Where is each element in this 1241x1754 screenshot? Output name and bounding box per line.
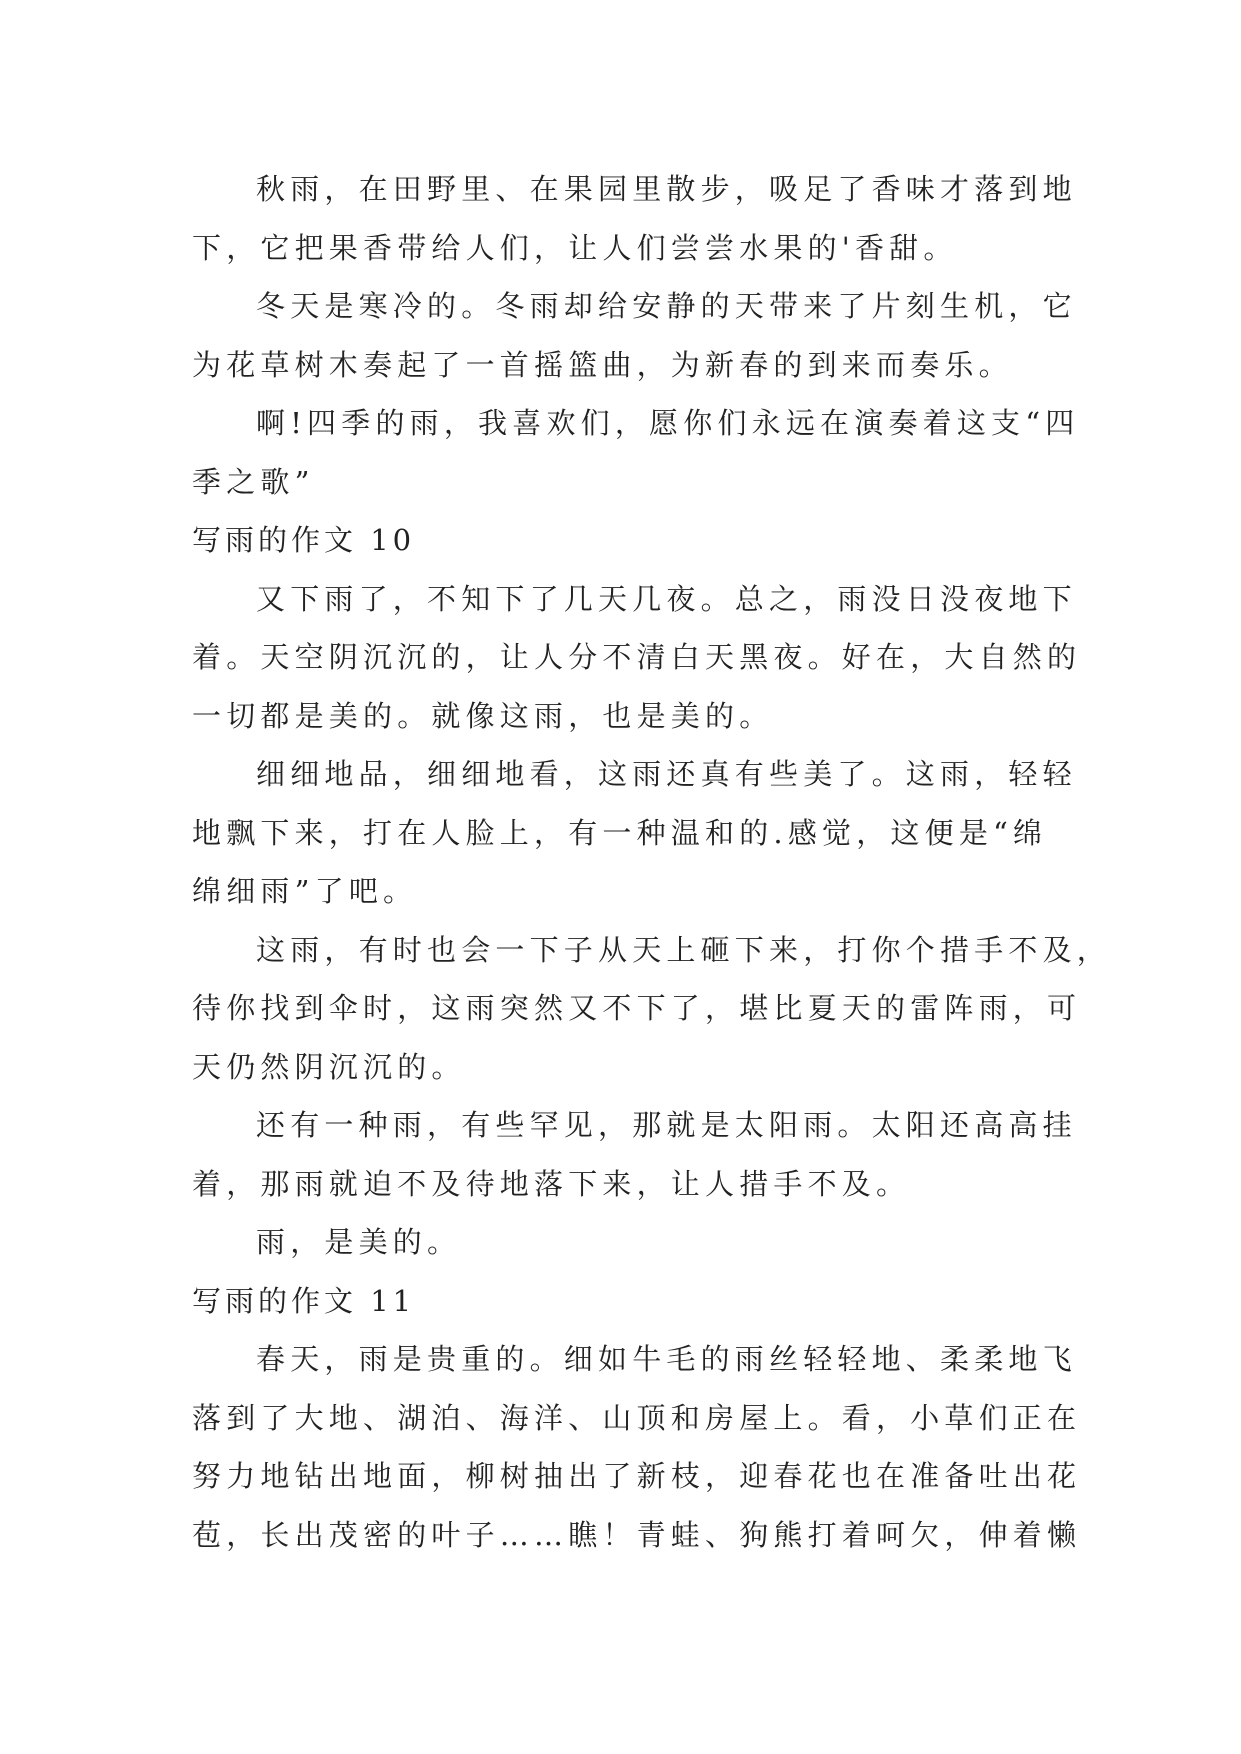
paragraph-line: 一切都是美的。就像这雨，也是美的。 [192,698,774,733]
paragraph-line: 苞，长出茂密的叶子……瞧！青蛙、狗熊打着呵欠，伸着懒 [192,1517,1082,1552]
paragraph-line: 努力地钻出地面，柳树抽出了新枝，迎春花也在准备吐出花 [192,1459,1082,1493]
paragraph-line: 落到了大地、湖泊、海洋、山顶和房屋上。看，小草们正在 [192,1400,1082,1435]
paragraph-line: 冬天是寒冷的。冬雨却给安静的天带来了片刻生机，它 [256,289,1077,323]
paragraph-line: 绵细雨”了吧。 [192,874,418,908]
paragraph-line: 下，它把果香带给人们，让人们尝尝水果的'香甜。 [192,230,958,265]
paragraph-line: 为花草树木奏起了一首摇篮曲，为新春的到来而奏乐。 [192,347,1013,382]
paragraph-line: 啊!四季的雨，我喜欢们，愿你们永远在演奏着这支“四 [256,406,1080,440]
paragraph-line: 着，那雨就迫不及待地落下来，让人措手不及。 [192,1166,911,1201]
paragraph-line: 天仍然阴沉沉的。 [192,1049,466,1084]
paragraph-line: 待你找到伞时，这雨突然又不下了，堪比夏天的雷阵雨，可 [192,991,1082,1025]
paragraph-line: 着。天空阴沉沉的，让人分不清白天黑夜。好在，大自然的 [192,640,1082,674]
paragraph-line: 秋雨，在田野里、在果园里散步，吸足了香味才落到地 [256,172,1077,206]
paragraph-line: 季之歌” [192,464,315,499]
paragraph-line: 又下雨了，不知下了几天几夜。总之，雨没日没夜地下 [256,581,1077,616]
essay-heading: 写雨的作文 10 [192,523,416,557]
paragraph-line: 细细地品，细细地看，这雨还真有些美了。这雨，轻轻 [256,757,1077,791]
paragraph-line: 地飘下来，打在人脸上，有一种温和的.感觉，这便是“绵 [192,815,1048,850]
paragraph-line: 还有一种雨，有些罕见，那就是太阳雨。太阳还高高挂 [256,1108,1077,1142]
paragraph-line: 这雨，有时也会一下子从天上砸下来，打你个措手不及， [256,932,1112,967]
paragraph-line: 春天，雨是贵重的。细如牛毛的雨丝轻轻地、柔柔地飞 [256,1342,1077,1376]
essay-heading: 写雨的作文 11 [192,1283,416,1318]
paragraph-line: 雨，是美的。 [256,1225,462,1259]
document-body [192,160,1112,1564]
